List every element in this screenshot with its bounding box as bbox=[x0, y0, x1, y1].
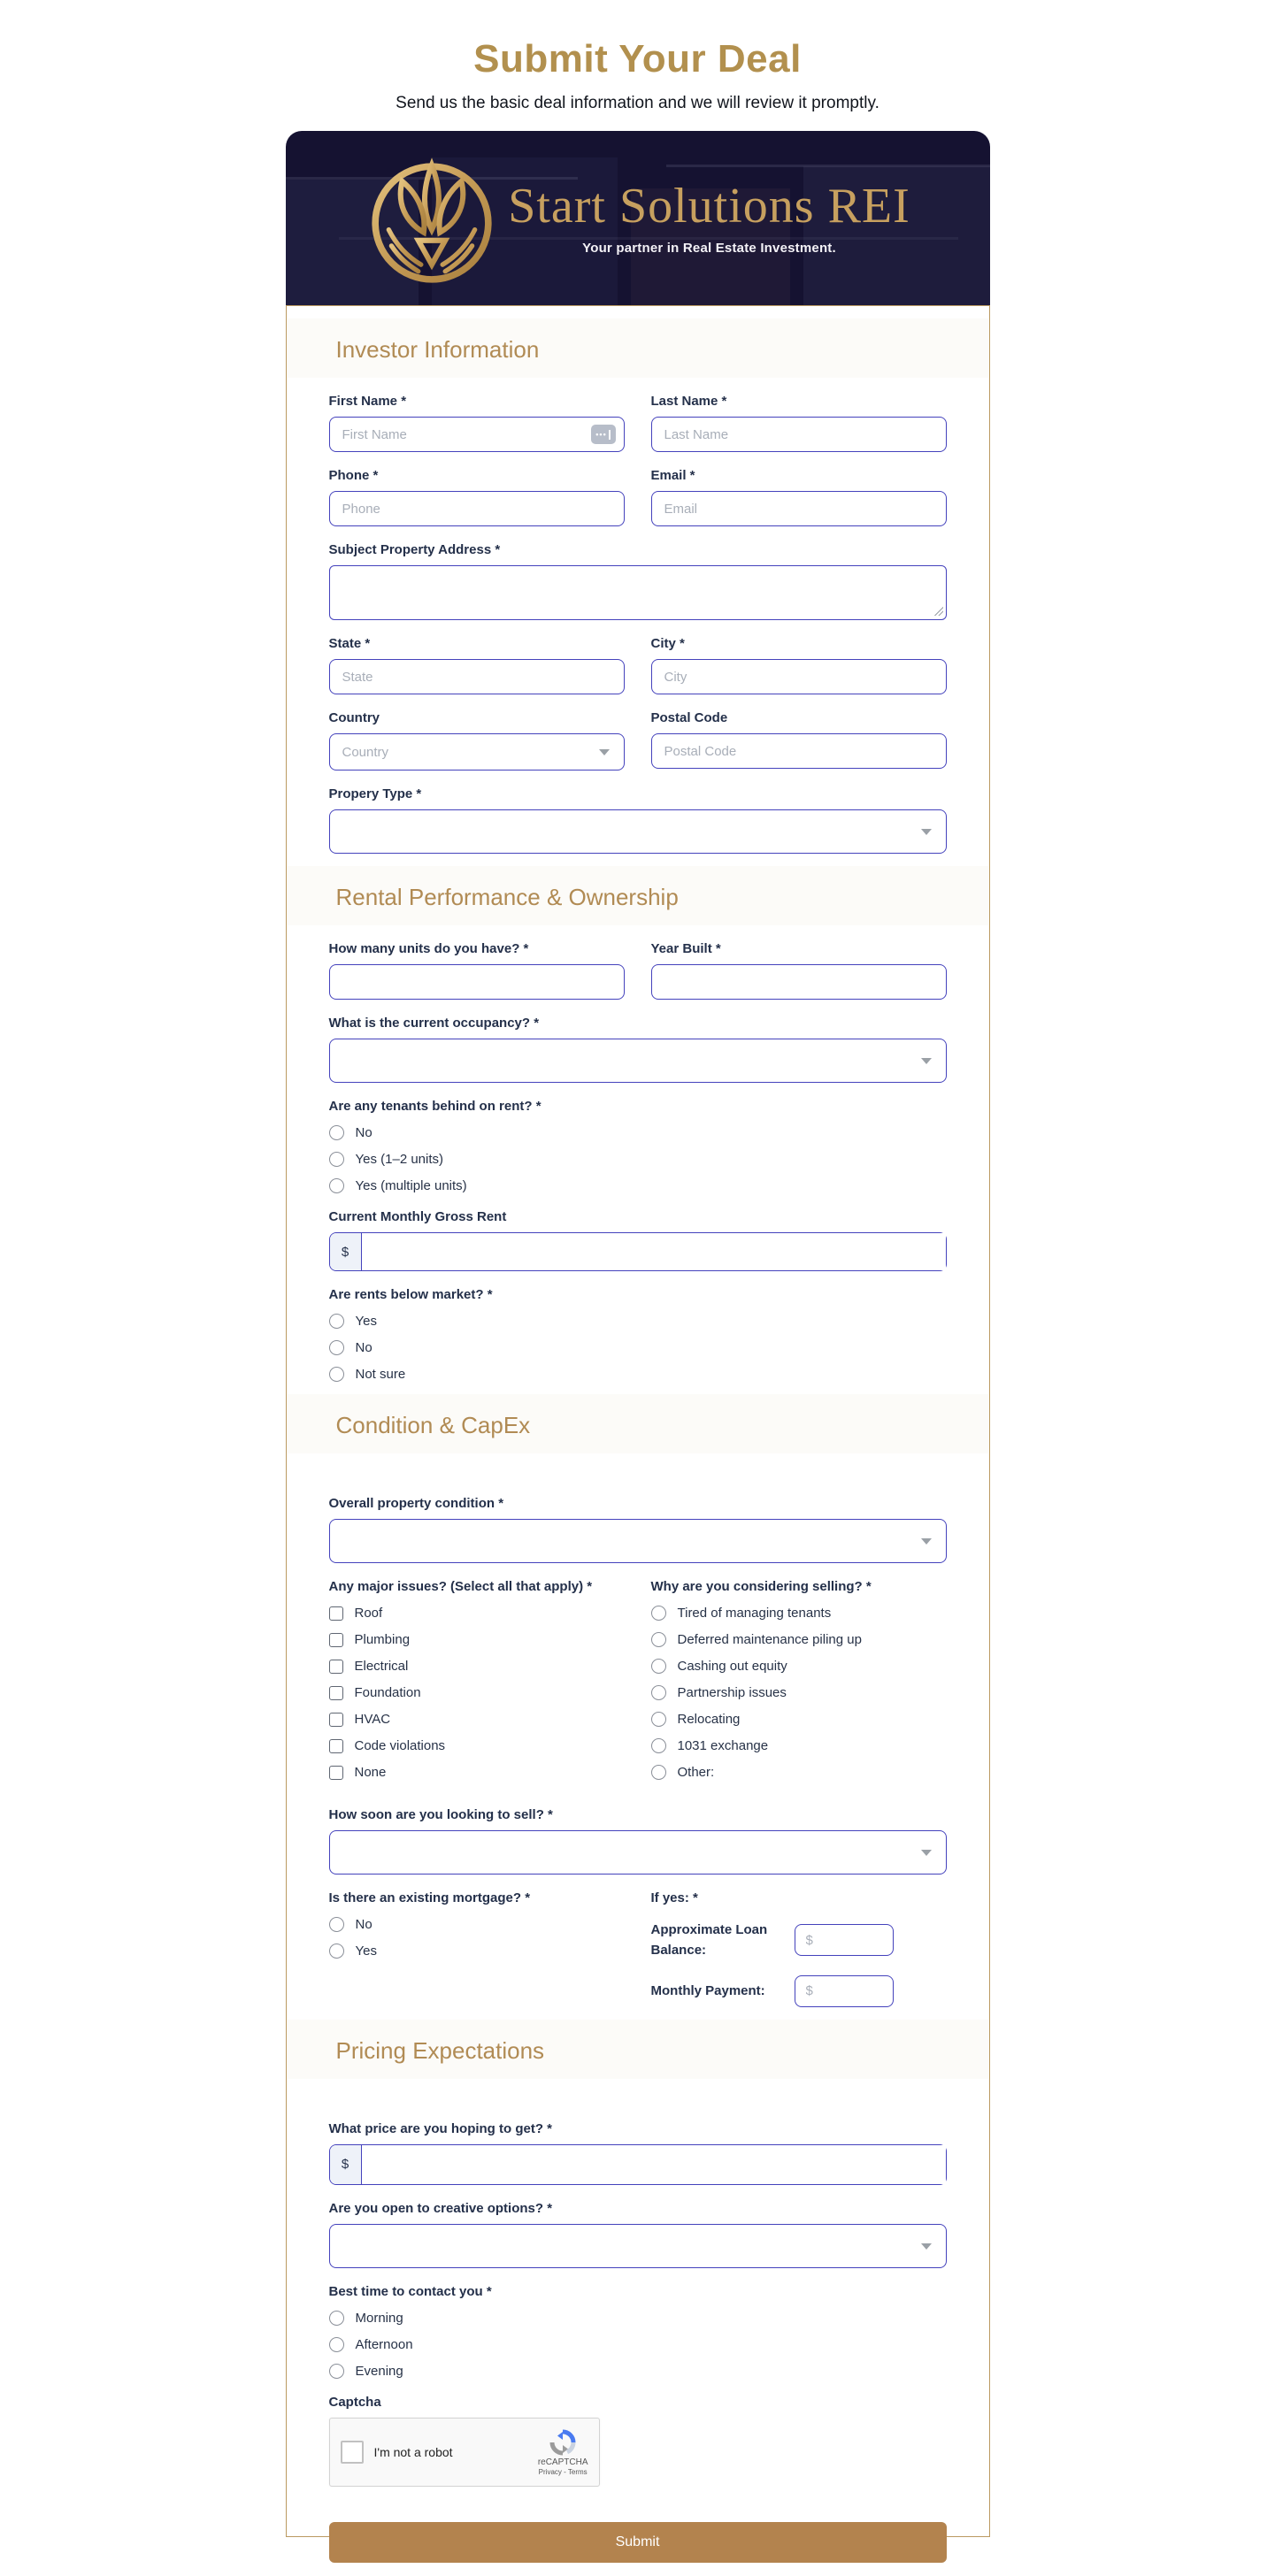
below-market-radio-group bbox=[329, 1314, 947, 1382]
checkbox-icon[interactable] bbox=[329, 1713, 343, 1727]
checkbox-icon[interactable] bbox=[329, 1739, 343, 1753]
radio-icon[interactable] bbox=[329, 1125, 344, 1140]
option-label: Yes (1–2 units) bbox=[355, 1152, 444, 1167]
radio-icon[interactable] bbox=[651, 1606, 666, 1621]
city-input[interactable] bbox=[651, 659, 947, 694]
gross-rent-input[interactable] bbox=[362, 1233, 946, 1270]
section-heading-condition: Condition & CapEx bbox=[287, 1394, 989, 1453]
radio-option[interactable] bbox=[651, 1738, 947, 1753]
radio-icon[interactable] bbox=[329, 1367, 344, 1382]
how-soon-label: How soon are you looking to sell? * bbox=[328, 1807, 553, 1822]
radio-option[interactable] bbox=[651, 1659, 947, 1674]
resize-handle-icon[interactable] bbox=[934, 607, 943, 616]
year-built-input[interactable] bbox=[651, 964, 947, 1000]
radio-icon[interactable] bbox=[329, 2311, 344, 2326]
last-name-input[interactable] bbox=[651, 417, 947, 452]
state-label: State * bbox=[328, 636, 371, 651]
option-label: Other: bbox=[677, 1765, 715, 1780]
section-heading-rental: Rental Performance & Ownership bbox=[287, 866, 989, 925]
monthly-payment-label: Monthly Payment: bbox=[650, 1982, 765, 1998]
chevron-down-icon bbox=[599, 749, 610, 755]
radio-option[interactable] bbox=[651, 1606, 947, 1621]
radio-icon[interactable] bbox=[651, 1685, 666, 1700]
radio-option[interactable] bbox=[651, 1765, 947, 1780]
recaptcha-privacy-terms[interactable]: Privacy - Terms bbox=[538, 2467, 588, 2476]
option-label: Evening bbox=[355, 2363, 403, 2379]
option-label: Electrical bbox=[354, 1659, 409, 1674]
property-type-label: Propery Type * bbox=[328, 786, 422, 801]
radio-icon[interactable] bbox=[651, 1738, 666, 1753]
overall-condition-select[interactable] bbox=[329, 1519, 947, 1563]
brand-banner bbox=[286, 131, 990, 305]
radio-option[interactable] bbox=[329, 1125, 947, 1140]
radio-icon[interactable] bbox=[329, 1340, 344, 1355]
radio-option[interactable] bbox=[651, 1712, 947, 1727]
option-label: Cashing out equity bbox=[677, 1659, 787, 1674]
gold-lotus-logo-icon bbox=[365, 146, 499, 295]
country-select[interactable]: Country bbox=[329, 733, 625, 770]
radio-option[interactable] bbox=[651, 1685, 947, 1700]
major-issues-label: Any major issues? (Select all that apply) * bbox=[328, 1579, 593, 1594]
checkbox-icon[interactable] bbox=[329, 1660, 343, 1674]
radio-icon[interactable] bbox=[329, 1314, 344, 1329]
checkbox-icon[interactable] bbox=[329, 1606, 343, 1621]
address-textarea[interactable] bbox=[329, 565, 947, 620]
section-heading-pricing: Pricing Expectations bbox=[287, 2020, 989, 2079]
form-body bbox=[286, 305, 990, 2549]
option-label: No bbox=[355, 1125, 373, 1140]
monthly-payment-input[interactable] bbox=[795, 1975, 894, 2007]
occupancy-select[interactable] bbox=[329, 1039, 947, 1083]
autofill-icon[interactable]: ••• bbox=[591, 425, 616, 444]
radio-option[interactable] bbox=[329, 1152, 947, 1167]
gross-rent-field bbox=[329, 1232, 947, 1271]
radio-option[interactable] bbox=[651, 1632, 947, 1647]
chevron-down-icon bbox=[921, 1538, 932, 1545]
radio-option[interactable] bbox=[329, 1178, 947, 1193]
section-heading-investor: Investor Information bbox=[287, 318, 989, 378]
existing-mortgage-radio-group bbox=[329, 1917, 625, 1959]
radio-icon[interactable] bbox=[651, 1659, 666, 1674]
first-name-label: First Name * bbox=[328, 394, 407, 409]
existing-mortgage-label: Is there an existing mortgage? * bbox=[328, 1890, 531, 1905]
radio-option[interactable] bbox=[329, 1367, 947, 1382]
recaptcha-checkbox[interactable] bbox=[341, 2441, 364, 2464]
city-label: City * bbox=[650, 636, 685, 651]
price-field bbox=[329, 2144, 947, 2185]
radio-icon[interactable] bbox=[329, 1944, 344, 1959]
property-type-select[interactable] bbox=[329, 809, 947, 854]
checkbox-option[interactable] bbox=[329, 1606, 625, 1621]
tenants-behind-label: Are any tenants behind on rent? * bbox=[328, 1099, 541, 1114]
creative-options-select[interactable] bbox=[329, 2224, 947, 2268]
option-label: HVAC bbox=[354, 1712, 391, 1727]
dollar-prefix: $ bbox=[330, 1233, 362, 1270]
email-label: Email * bbox=[650, 468, 695, 483]
gross-rent-label: Current Monthly Gross Rent bbox=[328, 1209, 507, 1224]
year-built-label: Year Built * bbox=[650, 941, 721, 956]
deal-form-card bbox=[286, 131, 990, 2549]
checkbox-option[interactable] bbox=[329, 1738, 625, 1753]
recaptcha-brand: reCAPTCHA bbox=[537, 2457, 588, 2467]
radio-icon[interactable] bbox=[329, 1917, 344, 1932]
chevron-down-icon bbox=[921, 829, 932, 835]
chevron-down-icon bbox=[921, 2243, 932, 2250]
why-selling-radio-group bbox=[651, 1606, 947, 1780]
occupancy-label: What is the current occupancy? * bbox=[328, 1016, 540, 1031]
checkbox-option[interactable] bbox=[329, 1685, 625, 1700]
radio-icon[interactable] bbox=[329, 1178, 344, 1193]
option-label: No bbox=[355, 1340, 373, 1355]
email-input[interactable] bbox=[651, 491, 947, 526]
recaptcha-logo-icon bbox=[549, 2428, 577, 2457]
option-label: Partnership issues bbox=[677, 1685, 787, 1700]
radio-option[interactable] bbox=[329, 2311, 947, 2326]
option-label: None bbox=[354, 1765, 387, 1780]
radio-icon[interactable] bbox=[329, 1152, 344, 1167]
checkbox-icon[interactable] bbox=[329, 1686, 343, 1700]
state-input[interactable] bbox=[329, 659, 625, 694]
option-label: No bbox=[355, 1917, 373, 1932]
option-label: Yes bbox=[355, 1944, 377, 1959]
option-label: Morning bbox=[355, 2310, 403, 2326]
units-label: How many units do you have? * bbox=[328, 941, 529, 956]
chevron-down-icon bbox=[921, 1058, 932, 1064]
price-input[interactable] bbox=[362, 2145, 946, 2184]
loan-balance-label: Approximate Loan Balance: bbox=[650, 1922, 768, 1959]
why-selling-label: Why are you considering selling? * bbox=[650, 1579, 872, 1594]
option-label: Afternoon bbox=[355, 2336, 413, 2352]
radio-option[interactable] bbox=[329, 1917, 625, 1932]
if-yes-label: If yes: * bbox=[650, 1890, 698, 1905]
best-time-radio-group bbox=[329, 2311, 947, 2379]
recaptcha-widget bbox=[329, 2418, 600, 2487]
captcha-label: Captcha bbox=[328, 2394, 381, 2410]
page-title: Submit Your Deal bbox=[473, 37, 802, 80]
option-label: Yes (multiple units) bbox=[355, 1178, 467, 1193]
tenants-behind-radio-group bbox=[329, 1125, 947, 1193]
how-soon-select[interactable] bbox=[329, 1830, 947, 1874]
brand-tagline: Your partner in Real Estate Investment. bbox=[582, 241, 836, 257]
option-label: Relocating bbox=[677, 1712, 741, 1727]
checkbox-option[interactable] bbox=[329, 1765, 625, 1780]
option-label: Deferred maintenance piling up bbox=[677, 1632, 862, 1647]
option-label: Not sure bbox=[355, 1367, 406, 1382]
submit-button[interactable]: Submit bbox=[329, 2522, 947, 2563]
option-label: Code violations bbox=[354, 1738, 446, 1753]
radio-option[interactable] bbox=[329, 1944, 625, 1959]
radio-option[interactable] bbox=[329, 1340, 947, 1355]
option-label: Tired of managing tenants bbox=[677, 1606, 832, 1621]
chevron-down-icon bbox=[921, 1850, 932, 1856]
first-name-input[interactable] bbox=[329, 417, 625, 452]
option-label: Roof bbox=[354, 1606, 383, 1621]
option-label: Plumbing bbox=[354, 1632, 411, 1647]
creative-options-label: Are you open to creative options? * bbox=[328, 2200, 553, 2216]
phone-label: Phone * bbox=[328, 468, 379, 483]
radio-option[interactable] bbox=[329, 2364, 947, 2379]
country-label: Country bbox=[328, 710, 380, 725]
radio-icon[interactable] bbox=[651, 1712, 666, 1727]
radio-option[interactable] bbox=[329, 1314, 947, 1329]
page-subtitle: Send us the basic deal information and we will review it promptly. bbox=[396, 94, 879, 112]
major-issues-checkbox-group bbox=[329, 1606, 625, 1780]
price-label: What price are you hoping to get? * bbox=[328, 2120, 553, 2136]
checkbox-option[interactable] bbox=[329, 1712, 625, 1727]
radio-icon[interactable] bbox=[329, 2337, 344, 2352]
radio-icon[interactable] bbox=[651, 1632, 666, 1647]
brand-name: Start Solutions REI bbox=[508, 178, 910, 234]
last-name-label: Last Name * bbox=[650, 394, 727, 409]
checkbox-icon[interactable] bbox=[329, 1766, 343, 1780]
units-input[interactable] bbox=[329, 964, 625, 1000]
radio-icon[interactable] bbox=[329, 2364, 344, 2379]
radio-option[interactable] bbox=[329, 2337, 947, 2352]
option-label: 1031 exchange bbox=[677, 1738, 769, 1753]
postal-code-input[interactable] bbox=[651, 733, 947, 769]
option-label: Foundation bbox=[354, 1685, 421, 1700]
radio-icon[interactable] bbox=[651, 1765, 666, 1780]
checkbox-icon[interactable] bbox=[329, 1633, 343, 1647]
loan-balance-input[interactable] bbox=[795, 1924, 894, 1956]
postal-code-label: Postal Code bbox=[650, 710, 728, 725]
address-label: Subject Property Address * bbox=[328, 542, 501, 557]
option-label: Yes bbox=[355, 1314, 377, 1329]
dollar-prefix: $ bbox=[330, 2145, 362, 2184]
best-time-label: Best time to contact you * bbox=[328, 2283, 492, 2299]
checkbox-option[interactable] bbox=[329, 1632, 625, 1647]
below-market-label: Are rents below market? * bbox=[328, 1287, 493, 1302]
checkbox-option[interactable] bbox=[329, 1659, 625, 1674]
recaptcha-text: I'm not a robot bbox=[373, 2444, 453, 2459]
phone-input[interactable] bbox=[329, 491, 625, 526]
overall-condition-label: Overall property condition * bbox=[328, 1496, 504, 1511]
